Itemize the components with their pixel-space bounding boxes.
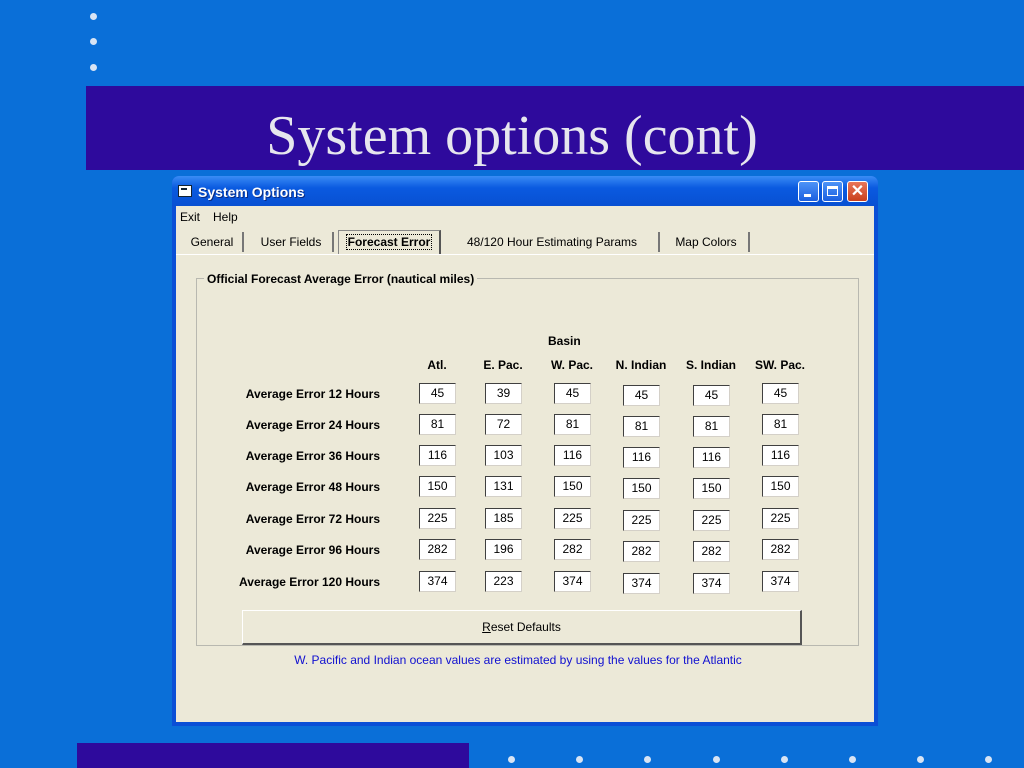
- system-options-window: [172, 176, 878, 726]
- slide-bullet: [917, 756, 924, 763]
- column-header: Atl.: [427, 358, 447, 372]
- error-value-field[interactable]: 150: [419, 476, 456, 497]
- column-header: W. Pac.: [550, 358, 594, 372]
- tab-user-fields[interactable]: User Fields: [250, 232, 334, 252]
- error-value-field[interactable]: 150: [762, 476, 799, 497]
- error-value-field[interactable]: 116: [693, 447, 730, 468]
- slide-title: [0, 100, 1024, 172]
- error-value-field[interactable]: 185: [485, 508, 522, 529]
- error-value-field[interactable]: 131: [485, 476, 522, 497]
- slide-bullet: [90, 64, 97, 71]
- error-value-field[interactable]: 225: [762, 508, 799, 529]
- tab-forecast-error[interactable]: [338, 230, 441, 254]
- row-label: Average Error 96 Hours: [245, 543, 380, 557]
- error-value-field[interactable]: 81: [554, 414, 591, 435]
- tab-general[interactable]: General: [182, 232, 244, 252]
- tab-estimating-params[interactable]: 48/120 Hour Estimating Params: [446, 232, 660, 252]
- window-title: System Options: [198, 184, 305, 200]
- menu-help[interactable]: Help: [213, 210, 238, 224]
- minimize-icon: [804, 194, 811, 197]
- row-label: Average Error 48 Hours: [245, 480, 380, 494]
- error-value-field[interactable]: 116: [762, 445, 799, 466]
- reset-mnemonic: R: [482, 620, 491, 634]
- window-client: [176, 206, 874, 722]
- error-value-field[interactable]: 45: [762, 383, 799, 404]
- slide-bullet: [985, 756, 992, 763]
- error-value-field[interactable]: 282: [419, 539, 456, 560]
- bottom-band: [77, 743, 469, 768]
- error-value-field[interactable]: 225: [623, 510, 660, 531]
- slide-bullet: [508, 756, 515, 763]
- error-value-field[interactable]: 45: [693, 385, 730, 406]
- error-value-field[interactable]: 103: [485, 445, 522, 466]
- slide-title-text: System options (cont): [266, 105, 758, 167]
- reset-defaults-button[interactable]: [242, 610, 802, 645]
- error-value-field[interactable]: 72: [485, 414, 522, 435]
- error-value-field[interactable]: 282: [693, 541, 730, 562]
- error-value-field[interactable]: 374: [693, 573, 730, 594]
- error-value-field[interactable]: 282: [554, 539, 591, 560]
- error-value-field[interactable]: 374: [419, 571, 456, 592]
- error-value-field[interactable]: 223: [485, 571, 522, 592]
- tab-forecast-error-label: Forecast Error: [347, 235, 431, 249]
- slide-bullet: [644, 756, 651, 763]
- error-value-field[interactable]: 116: [554, 445, 591, 466]
- slide-bullet: [90, 13, 97, 20]
- slide-bullet: [713, 756, 720, 763]
- error-value-field[interactable]: 81: [693, 416, 730, 437]
- row-label: Average Error 120 Hours: [239, 575, 380, 589]
- error-value-field[interactable]: 81: [419, 414, 456, 435]
- error-value-field[interactable]: 81: [762, 414, 799, 435]
- title-bar[interactable]: [172, 176, 878, 206]
- error-value-field[interactable]: 225: [419, 508, 456, 529]
- slide-bullet: [90, 38, 97, 45]
- error-value-field[interactable]: 45: [554, 383, 591, 404]
- maximize-icon: [827, 186, 838, 196]
- error-value-field[interactable]: 374: [554, 571, 591, 592]
- estimation-note: W. Pacific and Indian ocean values are estimated by using the values for the Atlantic: [294, 653, 742, 667]
- error-value-field[interactable]: 150: [623, 478, 660, 499]
- error-value-field[interactable]: 150: [554, 476, 591, 497]
- error-value-field[interactable]: 374: [623, 573, 660, 594]
- error-value-field[interactable]: 81: [623, 416, 660, 437]
- row-label: Average Error 24 Hours: [245, 418, 380, 432]
- error-value-field[interactable]: 150: [693, 478, 730, 499]
- window-app-icon: [178, 185, 192, 197]
- slide-bullet: [849, 756, 856, 763]
- minimize-button[interactable]: [798, 181, 819, 202]
- error-value-field[interactable]: 39: [485, 383, 522, 404]
- basin-label: Basin: [548, 334, 581, 348]
- close-button[interactable]: [847, 181, 868, 202]
- column-header: E. Pac.: [483, 358, 523, 372]
- error-value-field[interactable]: 282: [623, 541, 660, 562]
- error-value-field[interactable]: 225: [693, 510, 730, 531]
- column-header: S. Indian: [685, 358, 736, 372]
- maximize-button[interactable]: [822, 181, 843, 202]
- column-header: N. Indian: [615, 358, 667, 372]
- slide-bullet: [576, 756, 583, 763]
- reset-label: eset Defaults: [490, 620, 561, 634]
- row-label: Average Error 36 Hours: [245, 449, 380, 463]
- error-value-field[interactable]: 196: [485, 539, 522, 560]
- error-value-field[interactable]: 225: [554, 508, 591, 529]
- menu-exit[interactable]: Exit: [180, 210, 201, 224]
- error-value-field[interactable]: 116: [419, 445, 456, 466]
- slide-bullet: [781, 756, 788, 763]
- row-label: Average Error 12 Hours: [245, 387, 380, 401]
- row-label: Average Error 72 Hours: [245, 512, 380, 526]
- column-header: SW. Pac.: [754, 358, 806, 372]
- tab-strip: [176, 228, 874, 255]
- error-value-field[interactable]: 45: [419, 383, 456, 404]
- error-value-field[interactable]: 374: [762, 571, 799, 592]
- tab-map-colors[interactable]: Map Colors: [664, 232, 750, 252]
- error-value-field[interactable]: 116: [623, 447, 660, 468]
- error-value-field[interactable]: 282: [762, 539, 799, 560]
- menu-bar: [176, 206, 874, 226]
- error-value-field[interactable]: 45: [623, 385, 660, 406]
- group-legend: Official Forecast Average Error (nautical miles): [204, 272, 477, 286]
- close-icon: ✕: [850, 183, 865, 200]
